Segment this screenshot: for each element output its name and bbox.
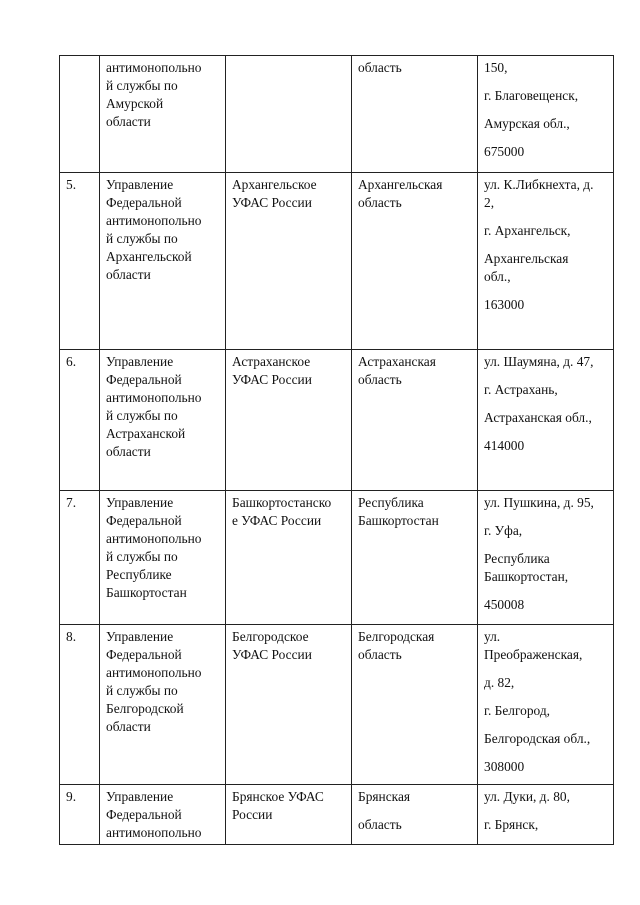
address-cell <box>478 785 614 845</box>
table-row <box>60 491 614 625</box>
address-line: Республика Башкортостан, <box>484 551 569 584</box>
address-cell <box>478 350 614 491</box>
address-line: 450008 <box>484 597 525 612</box>
table-row <box>60 785 614 845</box>
short-name: Белгородское УФАС России <box>232 629 312 662</box>
table-row <box>60 350 614 491</box>
body-name: Управление Федеральной антимонопольно й службы по Архангельской области <box>106 177 202 282</box>
body-name: Управление Федеральной антимонопольно й службы по Республике Башкортостан <box>106 495 202 600</box>
address-line: 163000 <box>484 297 525 312</box>
short-name-cell <box>226 785 352 845</box>
body-name: Управление Федеральной антимонопольно й службы по Астраханской области <box>106 354 202 459</box>
body-name-cell <box>100 785 226 845</box>
address-line: д. 82, <box>484 675 515 690</box>
body-name: Управление Федеральной антимонопольно й службы по Белгородской области <box>106 629 202 734</box>
short-name-cell <box>226 625 352 785</box>
address-cell <box>478 491 614 625</box>
table-row <box>60 56 614 173</box>
body-name-cell <box>100 625 226 785</box>
address-line: Архангельская обл., <box>484 251 569 284</box>
short-name-cell <box>226 173 352 350</box>
address-line: г. Брянск, <box>484 817 539 832</box>
short-name: Башкортостанско е УФАС России <box>232 495 332 528</box>
row-number: 9. <box>60 785 100 845</box>
region-cell <box>352 785 478 845</box>
row-number: 7. <box>60 491 100 625</box>
region-line: Архангельская область <box>358 177 443 210</box>
fas-offices-table <box>59 55 614 845</box>
address-line: Амурская обл., <box>484 116 570 131</box>
table-row <box>60 173 614 350</box>
address-cell <box>478 173 614 350</box>
address-line: ул. Преображенская, <box>484 629 583 662</box>
region-cell <box>352 56 478 173</box>
region-line: Белгородская область <box>358 629 435 662</box>
address-line: 150, <box>484 60 508 75</box>
region-line: Астраханская область <box>358 354 436 387</box>
region-line: Брянская <box>358 789 411 804</box>
address-cell <box>478 625 614 785</box>
region-line: область <box>358 60 402 75</box>
body-name-cell <box>100 173 226 350</box>
body-name: Управление Федеральной антимонопольно <box>106 789 202 840</box>
address-line: г. Уфа, <box>484 523 523 538</box>
region-cell <box>352 491 478 625</box>
body-name-cell <box>100 491 226 625</box>
address-line: ул. Шаумяна, д. 47, <box>484 354 594 369</box>
short-name-cell <box>226 491 352 625</box>
short-name-cell <box>226 350 352 491</box>
row-number: 8. <box>60 625 100 785</box>
region-cell <box>352 173 478 350</box>
short-name: Астраханское УФАС России <box>232 354 312 387</box>
body-name-cell <box>100 350 226 491</box>
row-number <box>60 56 100 173</box>
address-line: 308000 <box>484 759 525 774</box>
region-line: Республика Башкортостан <box>358 495 439 528</box>
short-name: Архангельское УФАС России <box>232 177 317 210</box>
region-cell <box>352 625 478 785</box>
address-line: ул. Пушкина, д. 95, <box>484 495 594 510</box>
address-line: Астраханская обл., <box>484 410 592 425</box>
address-line: г. Архангельск, <box>484 223 571 238</box>
row-number: 6. <box>60 350 100 491</box>
address-line: г. Благовещенск, <box>484 88 579 103</box>
address-line: г. Белгород, <box>484 703 551 718</box>
row-number: 5. <box>60 173 100 350</box>
body-name: антимонопольно й службы по Амурской области <box>106 60 202 129</box>
address-cell <box>478 56 614 173</box>
region-cell <box>352 350 478 491</box>
address-line: Белгородская обл., <box>484 731 591 746</box>
body-name-cell <box>100 56 226 173</box>
address-line: 414000 <box>484 438 525 453</box>
short-name: Брянское УФАС России <box>232 789 324 822</box>
address-line: ул. Дуки, д. 80, <box>484 789 570 804</box>
short-name-cell <box>226 56 352 173</box>
table-row <box>60 625 614 785</box>
address-line: ул. К.Либкнехта, д. 2, <box>484 177 594 210</box>
region-line: область <box>358 817 402 832</box>
address-line: 675000 <box>484 144 525 159</box>
address-line: г. Астрахань, <box>484 382 558 397</box>
